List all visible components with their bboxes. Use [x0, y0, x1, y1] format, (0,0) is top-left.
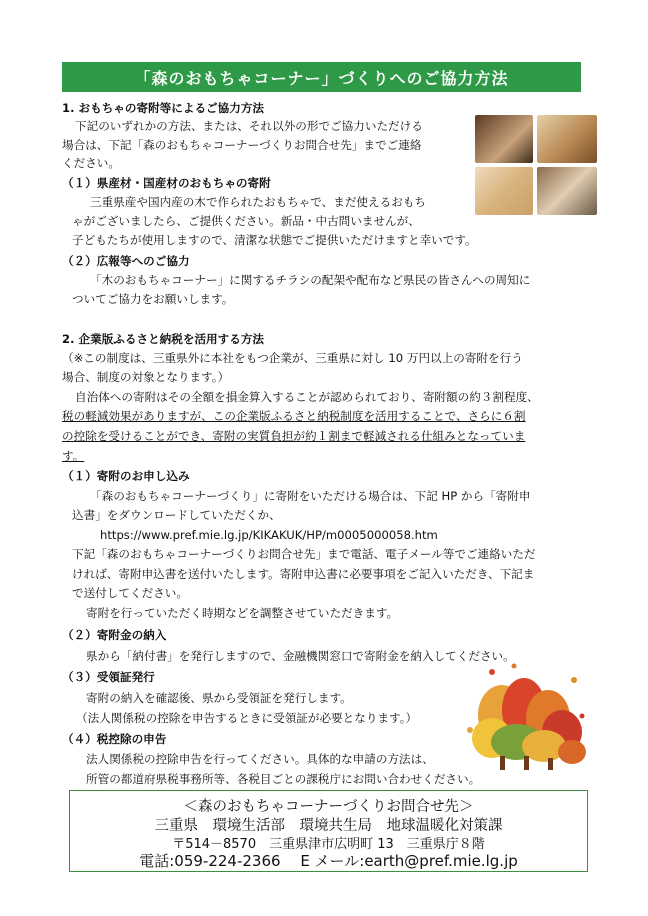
contact-heading: ＜森のおもちゃコーナーづくりお問合せ先＞ [183, 799, 474, 815]
text-line: 子どもたちが使用しますので、清潔な状態でご提供いただけますと幸いです。 [72, 233, 477, 247]
text-line: 込書」をダウンロードしていただくか、 [72, 508, 281, 522]
text-line: （法人関係税の控除を申告するときに受領証が必要となります。） [76, 711, 418, 725]
contact-box [69, 790, 588, 872]
text-line: 所管の都道府県税事務所等、各税目ごとの課税庁にお問い合わせください。 [86, 772, 481, 786]
text-line: で送付してください。 [72, 586, 188, 600]
section-heading: （３）受領証発行 [62, 670, 155, 684]
section-heading: 2. 企業版ふるさと納税を活用する方法 [62, 332, 265, 346]
text-line: 下記「森のおもちゃコーナーづくりお問合せ先」まで電話、電子メール等でご連絡いただ [72, 547, 536, 561]
text-line: 「森のおもちゃコーナーづくり」に寄附をいただける場合は、下記 HP から「寄附申 [90, 489, 531, 503]
section-heading: （２）寄附金の納入 [62, 628, 167, 642]
section-heading: （４）税控除の申告 [62, 732, 167, 746]
text-line: ください。 [62, 156, 120, 170]
text-line: 県から「納付書」を発行しますので、金融機関窓口で寄附金を納入してください。 [86, 649, 515, 663]
text-line: 税の軽減効果がありますが、この企業版ふるさと納税制度を活用することで、さらに６割 [62, 409, 526, 423]
text-line: ければ、寄附申込書を送付いたします。寄附申込書に必要事項をご記入いただき、下記ま [72, 567, 535, 581]
text-line: の控除を受けることができ、寄附の実質負担が約１割まで軽減される仕組みとなっていま [62, 429, 526, 443]
text-line: （※この制度は、三重県外に本社をもつ企業が、三重県に対し 10 万円以上の寄附を行う [62, 351, 523, 365]
text-line: 寄附を行っていただく時期などを調整させていただきます。 [86, 606, 399, 620]
toy-photo-2 [537, 115, 597, 163]
section-heading: （２）広報等へのご協力 [62, 254, 190, 268]
page-title: 「森のおもちゃコーナー」づくりへのご協力方法 [62, 62, 581, 92]
toy-photo-3 [475, 167, 533, 215]
text-line: ついてご協力をお願いします。 [72, 292, 234, 306]
autumn-trees-illustration [462, 660, 588, 778]
section-heading: （１）寄附のお申し込み [62, 469, 190, 483]
toy-photos [475, 115, 597, 215]
text-line: 三重県産や国内産の木で作られたおもちゃで、まだ使えるおもち [90, 195, 426, 209]
text-line: 自治体への寄附はその全額を損金算入することが認められており、寄附額の約３割程度、 [75, 390, 539, 404]
text-line: 法人関係税の控除申告を行ってください。具体的な申請の方法は、 [86, 752, 434, 766]
section-heading: 1. おもちゃの寄附等によるご協力方法 [62, 101, 265, 115]
contact-phone-email: 電話:059-224-2366 E メール:earth@pref.mie.lg.jp [139, 852, 518, 870]
text-line: 場合、制度の対象となります。） [62, 370, 230, 384]
text-line: 「木のおもちゃコーナー」に関するチラシの配架や配布など県民の皆さんへの周知に [90, 273, 531, 287]
text-line: ゃがございましたら、ご提供ください。新品・中古問いませんが、 [72, 214, 420, 228]
text-line: 寄附の納入を確認後、県から受領証を発行します。 [86, 691, 352, 705]
contact-address: 〒514－8570 三重県津市広明町 13 三重県庁８階 [172, 837, 485, 852]
text-line: 場合は、下記「森のおもちゃコーナーづくりお問合せ先」までご連絡 [62, 138, 422, 152]
text-line: https://www.pref.mie.lg.jp/KIKAKUK/HP/m0005000058.htm [100, 528, 438, 542]
contact-department: 三重県 環境生活部 環境共生局 地球温暖化対策課 [154, 818, 503, 834]
text-line: 下記のいずれかの方法、または、それ以外の形でご協力いただける [75, 119, 423, 133]
section-heading: （１）県産材・国産材のおもちゃの寄附 [62, 176, 271, 190]
toy-photo-1 [475, 115, 533, 163]
toy-photo-4 [537, 167, 597, 215]
text-line: す。 [62, 449, 85, 463]
